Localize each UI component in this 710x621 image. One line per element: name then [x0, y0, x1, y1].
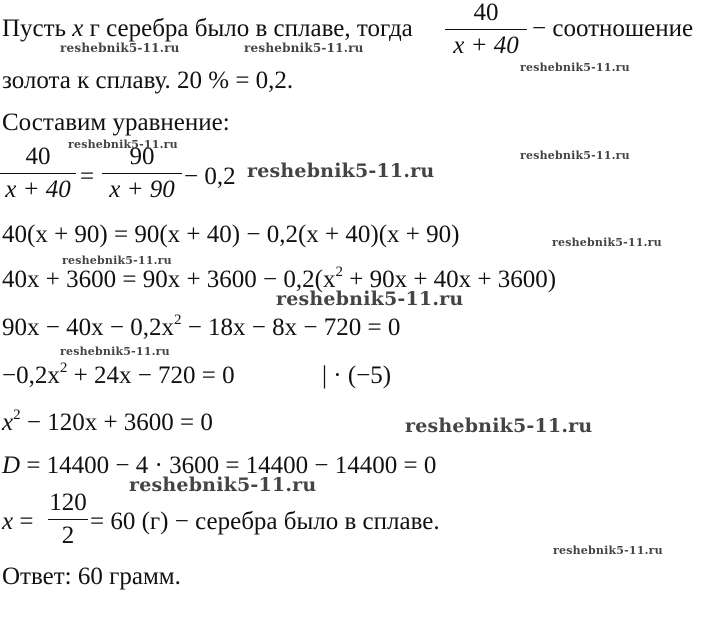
- answer-line: Ответ: 60 грамм.: [2, 563, 181, 590]
- eq7-var-d: D: [2, 452, 21, 479]
- eq4-text-start: 90x − 40x − 0,2x: [2, 314, 174, 341]
- eq1-tail: − 0,2: [184, 163, 236, 190]
- eq4-exponent: 2: [173, 312, 182, 328]
- watermark: reshebnik5-11.ru: [276, 288, 464, 310]
- watermark: reshebnik5-11.ru: [129, 474, 317, 496]
- watermark: reshebnik5-11.ru: [60, 41, 180, 55]
- eq1-rhs-denominator: x + 90: [109, 176, 175, 203]
- eq1-lhs-denominator: x + 40: [5, 176, 71, 203]
- eq8-equals: =: [13, 508, 34, 535]
- eq8-numerator: 120: [49, 489, 87, 516]
- eq5-text-end: + 24x − 720 = 0: [67, 362, 235, 389]
- eq1-equals: =: [80, 163, 95, 190]
- eq6-text-start: x: [2, 409, 14, 436]
- line1-frac-denominator: x + 40: [453, 32, 519, 59]
- eq1-rhs-numerator: 90: [129, 143, 155, 170]
- text-line-2: золота к сплаву. 20 % = 0,2.: [2, 67, 294, 94]
- line1-text-end: [532, 14, 693, 44]
- eq8-end: = 60 (г) − серебра было в сплаве.: [90, 508, 440, 535]
- watermark: reshebnik5-11.ru: [553, 544, 663, 557]
- eq8-var-x: x: [2, 508, 14, 535]
- watermark: reshebnik5-11.ru: [244, 41, 364, 55]
- eq7-text: = 14400 − 4 · 3600 = 14400 − 14400 = 0: [20, 452, 437, 479]
- watermark: reshebnik5-11.ru: [405, 415, 593, 437]
- line1-text-start: Пусть: [2, 15, 73, 42]
- watermark: reshebnik5-11.ru: [247, 160, 435, 182]
- eq6-exponent: 2: [13, 407, 21, 423]
- eq3-text-end: + 90x + 40x + 3600): [342, 266, 557, 293]
- eq8-denominator: 2: [61, 522, 75, 549]
- watermark: reshebnik5-11.ru: [520, 61, 630, 74]
- eq8-start: [2, 507, 33, 537]
- watermark: reshebnik5-11.ru: [68, 138, 178, 151]
- watermark: reshebnik5-11.ru: [62, 254, 172, 267]
- text-line-3: Составим уравнение:: [2, 109, 230, 136]
- watermark: reshebnik5-11.ru: [552, 236, 662, 249]
- eq3-exponent: 2: [335, 264, 343, 280]
- eq5-line: [2, 361, 235, 394]
- eq4-line: [2, 313, 400, 346]
- eq6-text-end: − 120x + 3600 = 0: [20, 409, 213, 436]
- watermark: reshebnik5-11.ru: [520, 149, 630, 162]
- eq8-fraction: [48, 489, 88, 550]
- text-line-1: [2, 14, 413, 44]
- line1-var-x: x: [72, 15, 84, 42]
- eq5-exponent: 2: [59, 360, 68, 376]
- eq5-multiplier: | · (−5): [322, 362, 392, 389]
- eq1-lhs-numerator: 40: [25, 143, 51, 170]
- line1-text-mid: г серебра было в сплаве, тогда: [83, 15, 413, 42]
- eq5-text-start: −0,2x: [2, 362, 60, 389]
- line1-text-end-label: − соотношение: [532, 15, 694, 42]
- line1-fraction: [445, 0, 527, 60]
- line1-frac-numerator: 40: [473, 0, 499, 26]
- eq2-line: 40(x + 90) = 90(x + 40) − 0,2(x + 40)(x + 90): [2, 221, 460, 248]
- eq3-text-start: 40x + 3600 = 90x + 3600 − 0,2(x: [2, 266, 336, 293]
- eq1-rhs-fraction: [102, 143, 182, 204]
- eq6-line: [2, 408, 213, 441]
- eq4-text-end: − 18x − 8x − 720 = 0: [181, 314, 401, 341]
- watermark: reshebnik5-11.ru: [60, 345, 170, 358]
- eq1-lhs-fraction: [0, 143, 76, 204]
